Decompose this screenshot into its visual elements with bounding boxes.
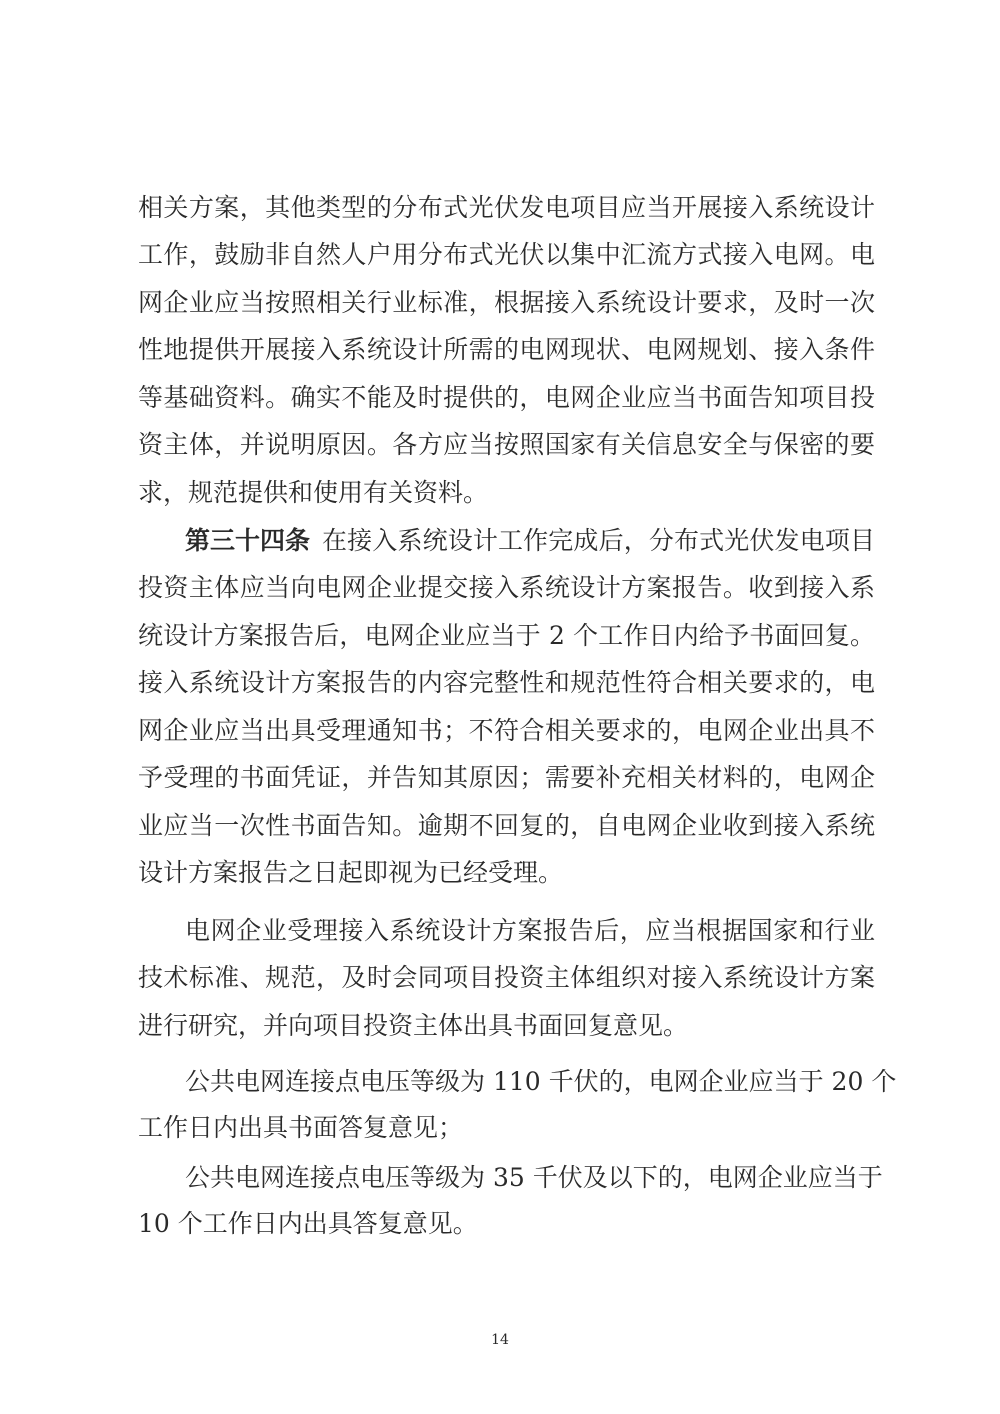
text-line: 设计方案报告之日起即视为已经受理。 xyxy=(138,858,564,887)
text-line: 性地提供开展接入系统设计所需的电网现状、电网规划、接入条件 xyxy=(138,335,875,364)
text-line: 等基础资料。确实不能及时提供的，电网企业应当书面告知项目投 xyxy=(138,383,875,412)
text-line: 业应当一次性书面告知。逾期不回复的，自电网企业收到接入系统 xyxy=(138,811,875,840)
text-line: 公共电网连接点电压等级为 110 千伏的，电网企业应当于 20 个 xyxy=(185,1067,897,1096)
text-line: 进行研究，并向项目投资主体出具书面回复意见。 xyxy=(138,1011,689,1040)
article-text: 在接入系统设计工作完成后，分布式光伏发电项目 xyxy=(322,526,875,555)
text-line: 予受理的书面凭证，并告知其原因；需要补充相关材料的，电网企 xyxy=(138,763,875,792)
text-line: 网企业应当按照相关行业标准，根据接入系统设计要求，及时一次 xyxy=(138,288,875,317)
text-line: 10 个工作日内出具答复意见。 xyxy=(138,1209,478,1238)
text-line: 公共电网连接点电压等级为 35 千伏及以下的，电网企业应当于 xyxy=(185,1163,883,1192)
text-line: 求，规范提供和使用有关资料。 xyxy=(138,478,489,507)
text-line: 工作，鼓励非自然人户用分布式光伏以集中汇流方式接入电网。电 xyxy=(138,240,875,269)
text-line: 资主体，并说明原因。各方应当按照国家有关信息安全与保密的要 xyxy=(138,430,875,459)
text-line xyxy=(185,525,875,557)
page-number: 14 xyxy=(491,1332,509,1348)
text-line: 相关方案，其他类型的分布式光伏发电项目应当开展接入系统设计 xyxy=(138,193,875,222)
text-line: 网企业应当出具受理通知书；不符合相关要求的，电网企业出具不 xyxy=(138,716,875,745)
text-line: 技术标准、规范，及时会同项目投资主体组织对接入系统设计方案 xyxy=(138,963,875,992)
text-line: 工作日内出具书面答复意见； xyxy=(138,1113,464,1142)
article-title: 第三十四条 xyxy=(185,526,311,555)
text-line: 接入系统设计方案报告的内容完整性和规范性符合相关要求的，电 xyxy=(138,668,875,697)
text-line: 统设计方案报告后，电网企业应当于 2 个工作日内给予书面回复。 xyxy=(138,621,875,650)
text-line: 投资主体应当向电网企业提交接入系统设计方案报告。收到接入系 xyxy=(138,573,875,602)
text-line: 电网企业受理接入系统设计方案报告后，应当根据国家和行业 xyxy=(185,916,875,945)
